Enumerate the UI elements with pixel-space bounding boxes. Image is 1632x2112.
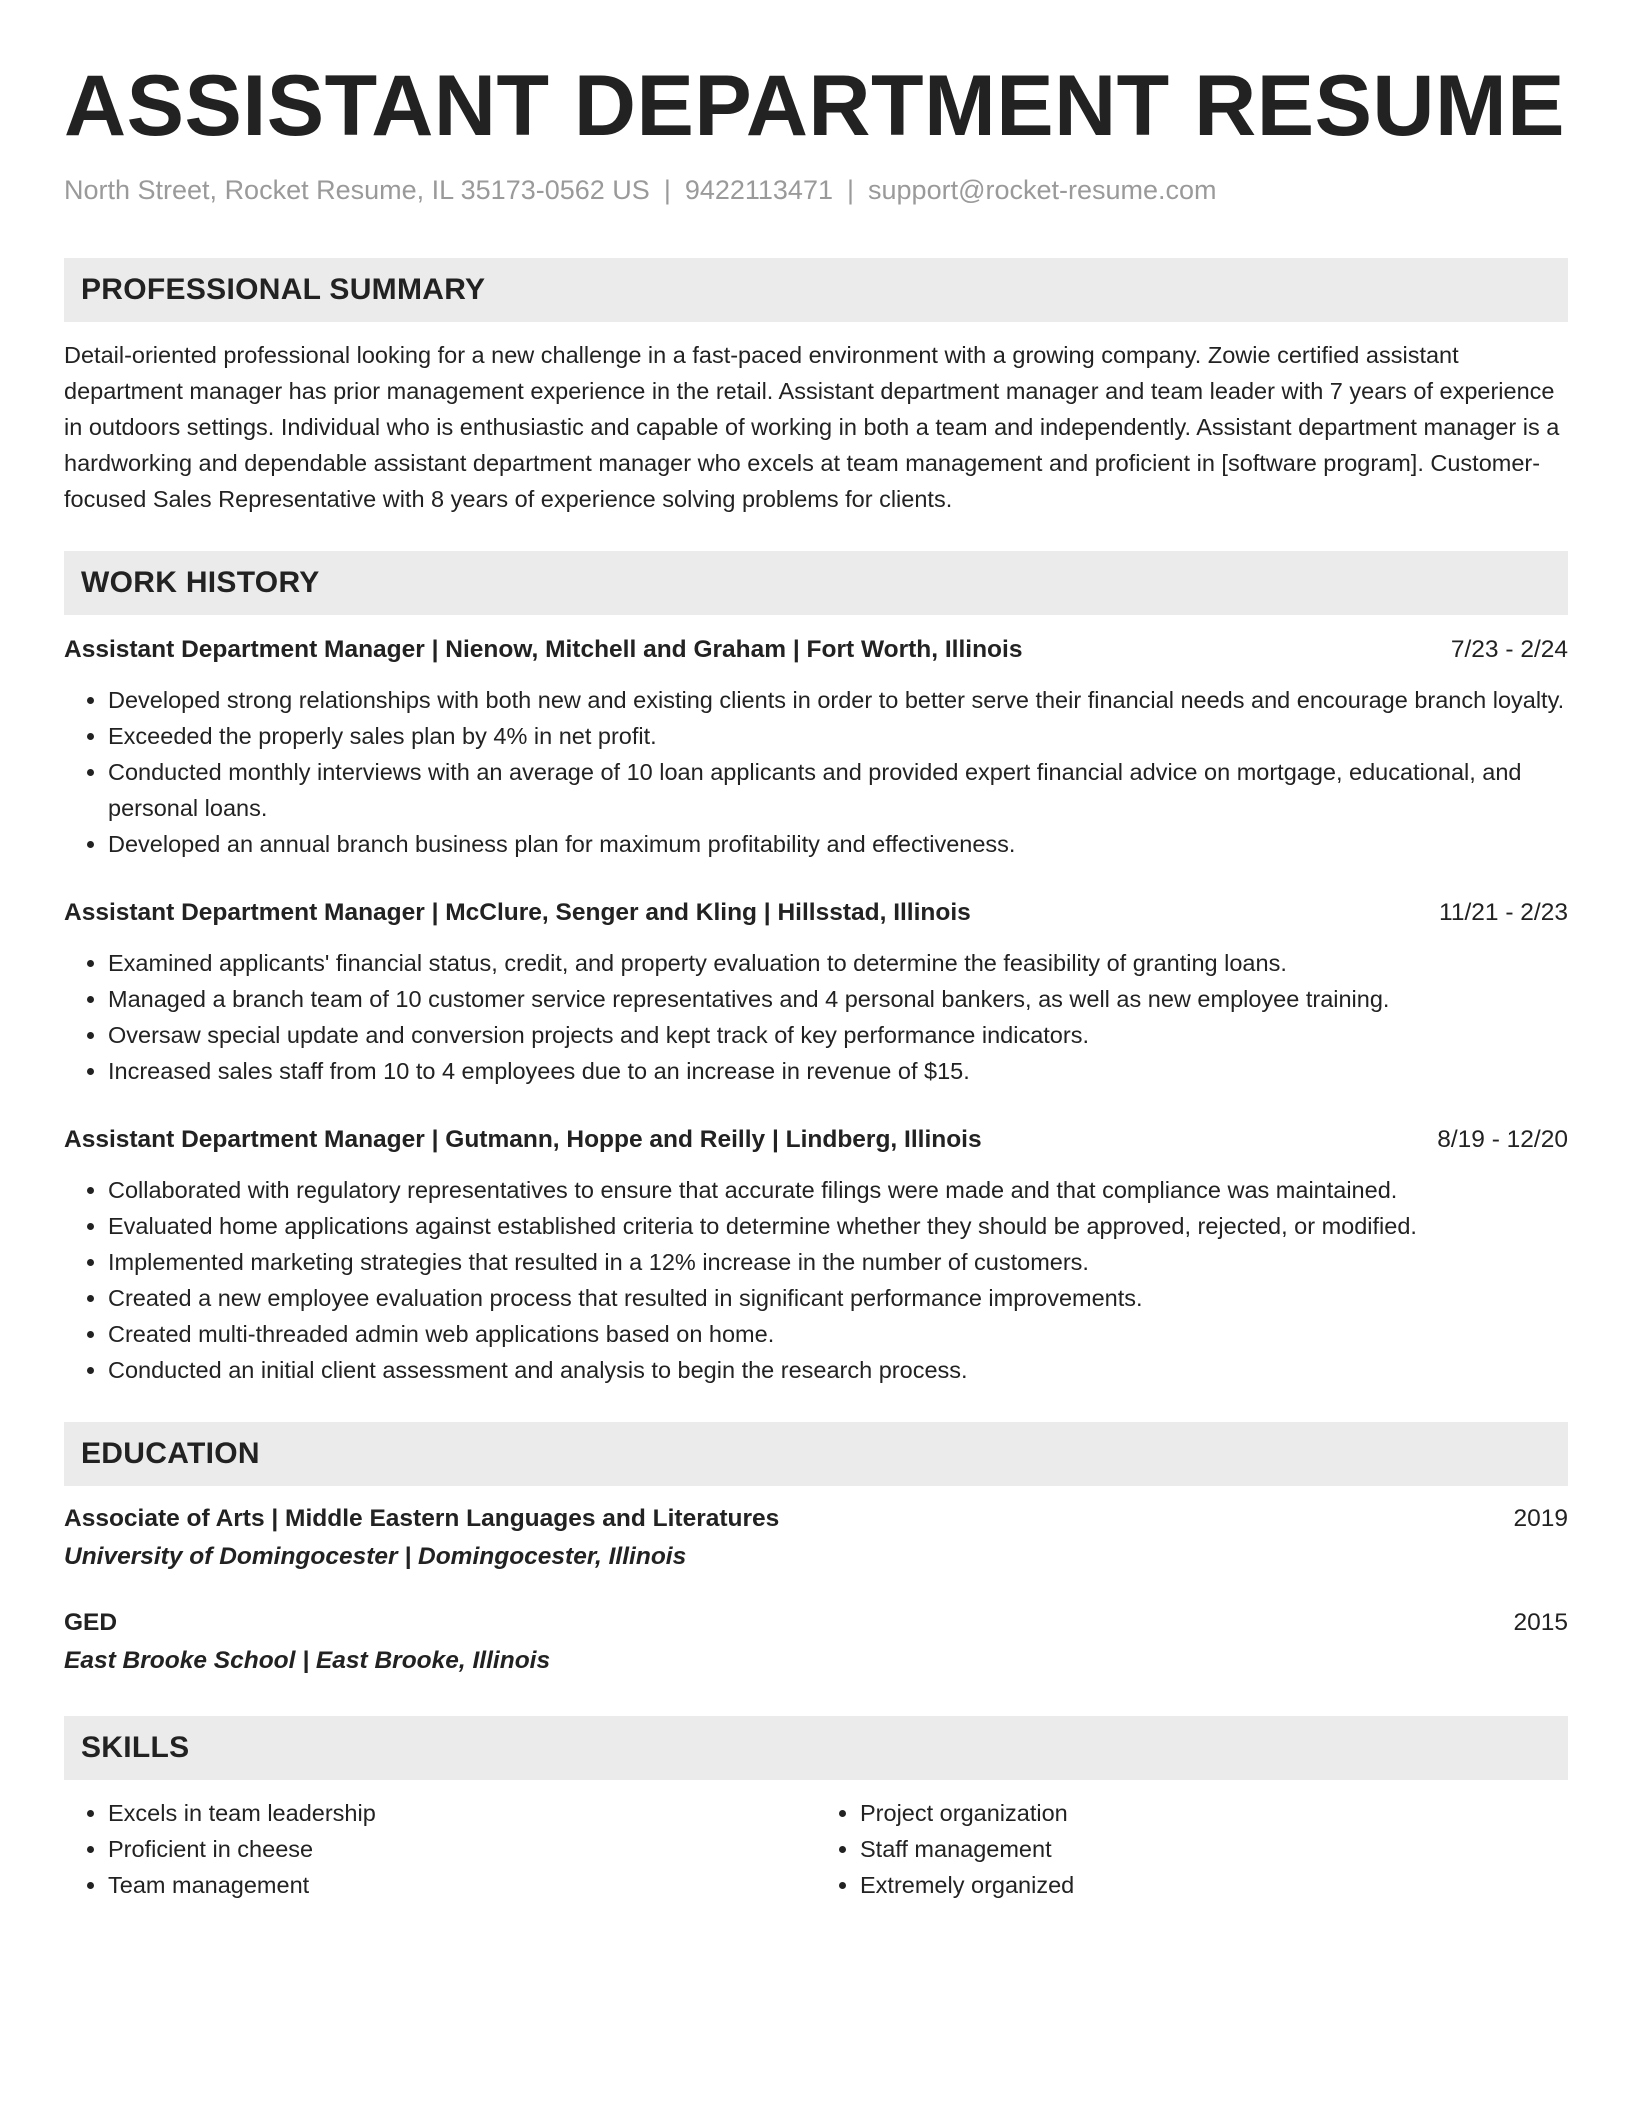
skill-item: • Project organization (860, 1795, 1568, 1831)
skill-item: • Team management (108, 1867, 816, 1903)
job-dates: 7/23 - 2/24 (1450, 636, 1568, 663)
contact-phone: 9422113471 (684, 175, 833, 205)
job-bullet: • Developed an annual branch business plan for maximum profitability and effectiveness. (108, 826, 1568, 862)
job-bullet: • Created multi-threaded admin web applications based on home. (108, 1316, 1568, 1352)
job-bullet: • Managed a branch team of 10 customer service representatives and 4 personal bankers, as well as new employee training. (108, 981, 1568, 1017)
job-title: Assistant Department Manager | Gutmann, Hoppe and Reilly | Lindberg, Illinois (64, 1126, 982, 1153)
job-header (64, 896, 1568, 930)
job-bullet: • Created a new employee evaluation process that resulted in significant performance improvements. (108, 1280, 1568, 1316)
job-bullet: • Collaborated with regulatory representatives to ensure that accurate filings were made and that compliance was maintained. (108, 1172, 1568, 1208)
skill-item: • Proficient in cheese (108, 1831, 816, 1867)
skill-item: • Staff management (860, 1831, 1568, 1867)
skills-column-right (816, 1795, 1568, 1903)
skill-item: • Excels in team leadership (108, 1795, 816, 1831)
education-entry (64, 1502, 1568, 1574)
job-bullet: • Developed strong relationships with both new and existing clients in order to better serve their financial needs and encourage branch loyalty. (108, 682, 1568, 718)
job-bullet: • Examined applicants' financial status, credit, and property evaluation to determine the feasibility of granting loans. (108, 945, 1568, 981)
section-heading-summary: PROFESSIONAL SUMMARY (64, 258, 1568, 322)
education-header (64, 1502, 1568, 1536)
education-degree: Associate of Arts | Middle Eastern Languages and Literatures (64, 1505, 780, 1532)
contact-separator: | (663, 175, 671, 205)
job-dates: 8/19 - 12/20 (1437, 1126, 1568, 1153)
job-header (64, 1123, 1568, 1157)
job-bullet: • Conducted monthly interviews with an average of 10 loan applicants and provided expert financial advice on mortgage, educational, and personal loans. (108, 754, 1568, 826)
skills-list (816, 1795, 1568, 1903)
skills-column-left (64, 1795, 816, 1903)
section-heading-education: EDUCATION (64, 1422, 1568, 1486)
contact-address: North Street, Rocket Resume, IL 35173-0562 US (64, 175, 650, 205)
job-header (64, 633, 1568, 667)
contact-line (64, 172, 1568, 208)
job-entry (64, 1123, 1568, 1388)
job-bullet: • Oversaw special update and conversion projects and kept track of key performance indicators. (108, 1017, 1568, 1053)
skills-list (64, 1795, 816, 1903)
contact-email: support@rocket-resume.com (868, 175, 1217, 205)
education-year: 2015 (1513, 1609, 1568, 1636)
skills-columns (64, 1795, 1568, 1903)
job-entry (64, 633, 1568, 862)
education-degree: GED (64, 1609, 118, 1636)
education-school: University of Domingocester | Domingocester, Illinois (64, 1543, 687, 1570)
section-heading-skills: SKILLS (64, 1716, 1568, 1780)
education-header (64, 1606, 1568, 1640)
job-bullet-list (64, 1172, 1568, 1388)
education-school: East Brooke School | East Brooke, Illinois (64, 1647, 551, 1674)
job-bullet-list (64, 945, 1568, 1089)
job-entry (64, 896, 1568, 1089)
education-year: 2019 (1513, 1505, 1568, 1532)
job-title: Assistant Department Manager | Nienow, Mitchell and Graham | Fort Worth, Illinois (64, 636, 1023, 663)
job-bullet: • Conducted an initial client assessment and analysis to begin the research process. (108, 1352, 1568, 1388)
job-bullet: • Increased sales staff from 10 to 4 employees due to an increase in revenue of $15. (108, 1053, 1568, 1089)
skill-item: • Extremely organized (860, 1867, 1568, 1903)
education-entry (64, 1606, 1568, 1678)
job-bullet: • Implemented marketing strategies that resulted in a 12% increase in the number of customers. (108, 1244, 1568, 1280)
job-bullet: • Exceeded the properly sales plan by 4% in net profit. (108, 718, 1568, 754)
job-bullet-list (64, 682, 1568, 862)
job-title: Assistant Department Manager | McClure, Senger and Kling | Hillsstad, Illinois (64, 899, 971, 926)
job-bullet: • Evaluated home applications against established criteria to determine whether they should be approved, rejected, or modified. (108, 1208, 1568, 1244)
contact-separator: | (847, 175, 855, 205)
job-dates: 11/21 - 2/23 (1439, 899, 1568, 926)
resume-title: ASSISTANT DEPARTMENT RESUME (64, 58, 1566, 154)
section-heading-work-history: WORK HISTORY (64, 551, 1568, 615)
summary-paragraph: Detail-oriented professional looking for a new challenge in a fast-paced environment with a growing company. Zowie certified assistant department manager has prior management experience in the retail. Assistant department manager and team leader with 7 years of experience in outdoors settings. Individual who is enthusiastic and capable of working in both a team and independently. Assistant department manager is a hardworking and dependable assistant department manager who excels at team management and proficient in [software program]. Customer-focused Sales Representative with 8 years of experience solving problems for clients. (64, 342, 1560, 512)
